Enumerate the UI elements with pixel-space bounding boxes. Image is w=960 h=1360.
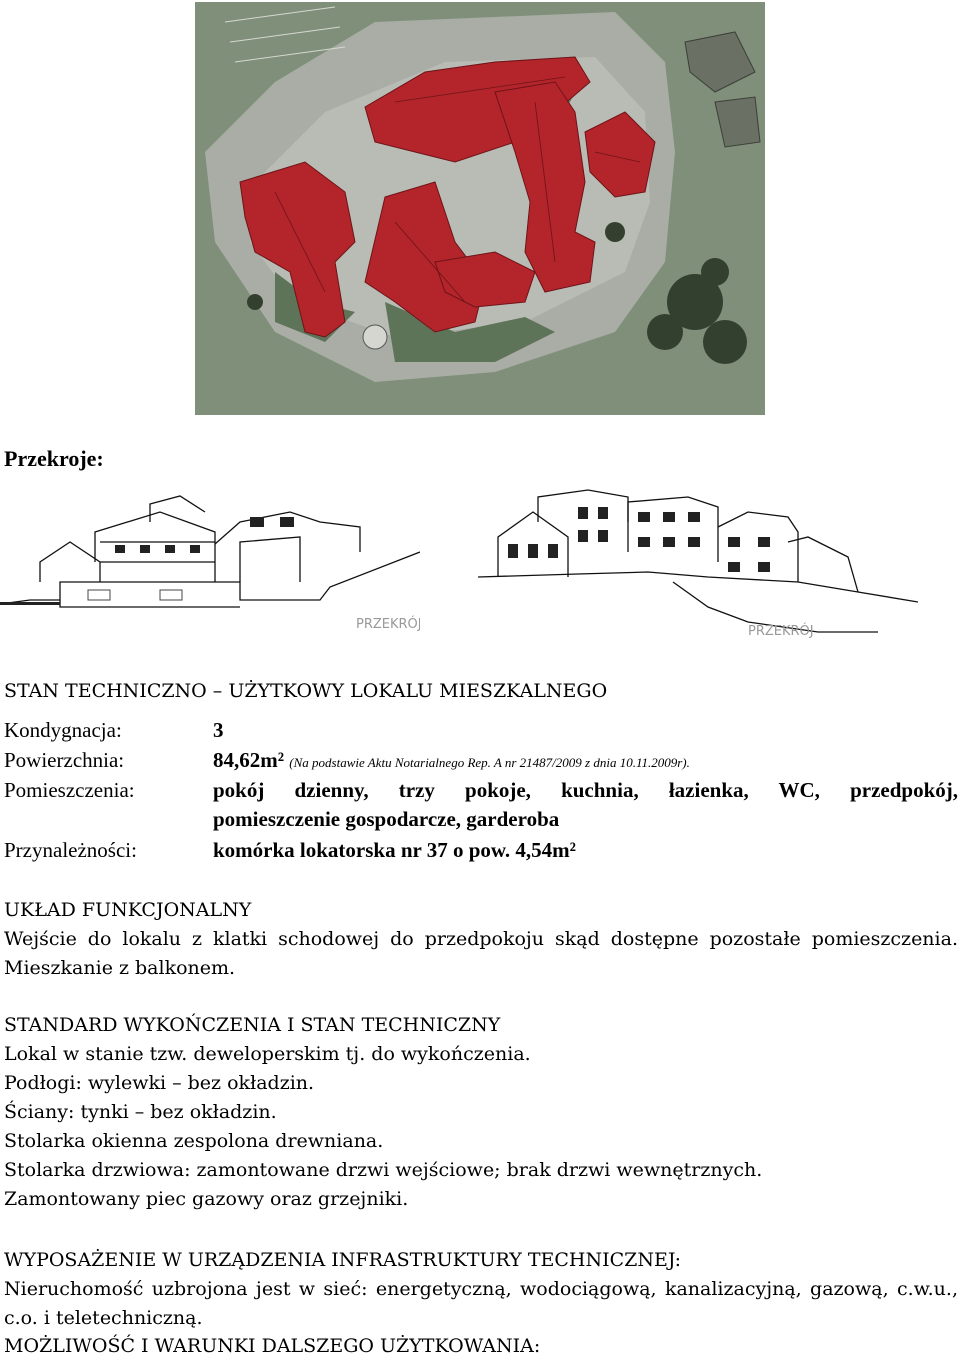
area-value: 84,62m² (213, 748, 285, 772)
further-use-heading: MOŻLIWOŚĆ I WARUNKI DALSZEGO UŻYTKOWANIA: (4, 1335, 541, 1357)
finish-line: Ściany: tynki – bez okładzin. (4, 1101, 277, 1123)
finish-heading: STANDARD WYKOŃCZENIA I STAN TECHNICZNY (4, 1014, 501, 1036)
section-right-label: PRZEKRÓJ (748, 624, 814, 639)
section-left-graphic (0, 482, 420, 642)
section-drawing-right (478, 482, 918, 642)
equipment-heading: WYPOSAŻENIE W URZĄDZENIA INFRASTRUKTURY TECHNICZNEJ: (4, 1249, 682, 1271)
technical-state-heading: STAN TECHNICZNO – UŻYTKOWY LOKALU MIESZKALNEGO (4, 680, 608, 702)
floor-value: 3 (213, 718, 224, 742)
section-left-label: PRZEKRÓJ (356, 617, 420, 632)
rooms-label: Pomieszczenia: (4, 778, 135, 802)
site-plan-image (195, 2, 765, 415)
appurtenances-value: komórka lokatorska nr 37 o pow. 4,54m² (213, 838, 576, 862)
rooms-value-line1: pokój dzienny, trzy pokoje, kuchnia, łazienka, WC, przedpokój, (213, 778, 958, 802)
functional-text: Wejście do lokalu z klatki schodowej do przedpokoju skąd dostępne pozostałe pomieszczenia. Mieszkanie z balkonem. (4, 928, 958, 979)
section-drawing-left (0, 482, 420, 642)
sections-heading: Przekroje: (4, 446, 104, 471)
area-label: Powierzchnia: (4, 748, 125, 772)
floor-label: Kondygnacja: (4, 718, 122, 742)
finish-line: Stolarka drzwiowa: zamontowane drzwi wejściowe; brak drzwi wewnętrznych. (4, 1159, 763, 1181)
functional-heading: UKŁAD FUNKCJONALNY (4, 899, 252, 921)
equipment-text: Nieruchomość uzbrojona jest w sieć: energetyczną, wodociągową, kanalizacyjną, gazową, c.w.u., c.o. i teletechniczną. (4, 1278, 958, 1329)
finish-line: Zamontowany piec gazowy oraz grzejniki. (4, 1188, 409, 1210)
finish-line: Podłogi: wylewki – bez okładzin. (4, 1072, 315, 1094)
finish-line: Lokal w stanie tzw. deweloperskim tj. do wykończenia. (4, 1043, 531, 1065)
rooms-value-line2: pomieszczenie gospodarcze, garderoba (213, 807, 560, 831)
area-note: (Na podstawie Aktu Notarialnego Rep. A nr 21487/2009 z dnia 10.11.2009r). (289, 755, 690, 770)
finish-list (4, 1040, 958, 1214)
appurtenances-label: Przynależności: (4, 838, 137, 862)
finish-line: Stolarka okienna zespolona drewniana. (4, 1130, 384, 1152)
section-right-graphic (478, 482, 918, 642)
